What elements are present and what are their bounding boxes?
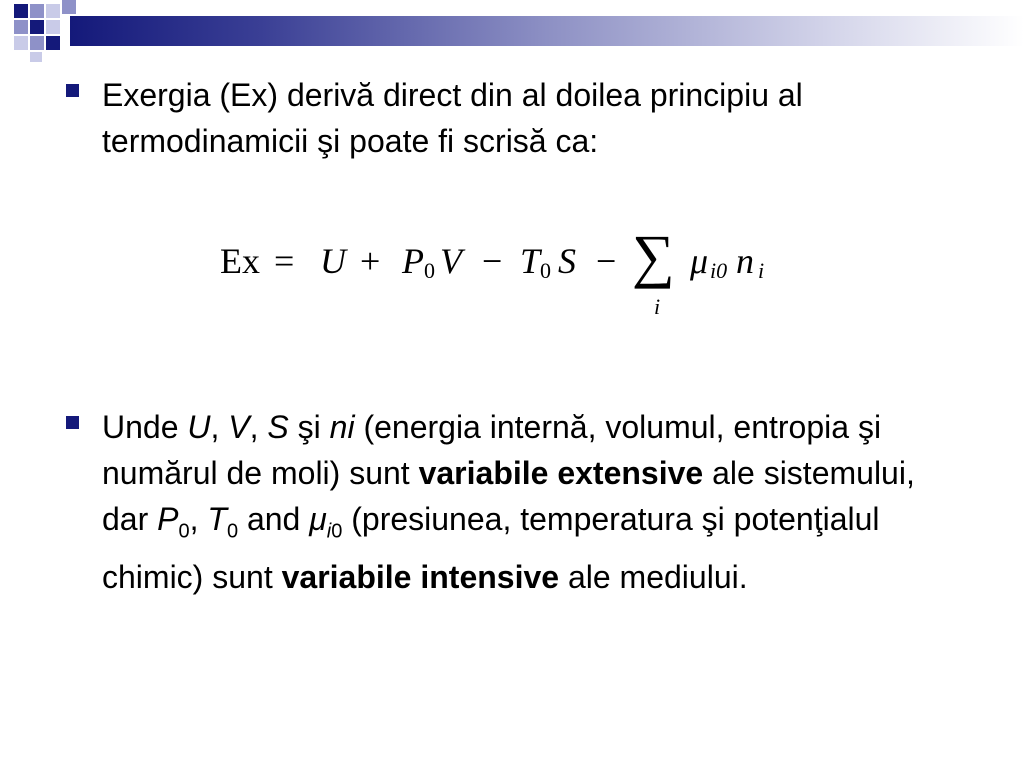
var-ni: ni	[329, 409, 355, 445]
formula-n-subscript: i	[758, 258, 765, 283]
formula-sigma-index: i	[654, 294, 661, 319]
var-v: V	[228, 409, 250, 445]
deco-square	[46, 4, 60, 18]
var-u: U	[187, 409, 211, 445]
deco-square	[30, 52, 42, 62]
deco-square	[46, 20, 60, 34]
formula-v: V	[440, 241, 462, 281]
formula-p: P	[402, 241, 424, 281]
var-p0: P	[157, 501, 179, 537]
deco-square	[14, 20, 28, 34]
var-s: S	[267, 409, 289, 445]
formula-equals: =	[274, 241, 295, 281]
text-segment: ale mediului.	[559, 559, 748, 596]
var-mu: μ	[309, 501, 327, 537]
text-segment: (presiunea, temperatura şi potenţialul chimic) sunt	[102, 501, 880, 596]
bullet-square-icon	[66, 84, 79, 97]
text-segment: ,	[249, 409, 268, 445]
deco-square	[30, 4, 44, 18]
text-segment: ,	[189, 501, 208, 537]
deco-square	[14, 4, 28, 18]
bullet-text: Exergia (Ex) derivă direct din al doilea principiu al termodinamicii şi poate fi scrisă ca:	[102, 77, 803, 159]
formula-s: S	[558, 241, 576, 281]
subscript-0: 0	[331, 520, 343, 543]
subscript: 0	[178, 520, 190, 543]
bullet-square-icon	[66, 416, 79, 429]
formula-sigma-icon: ∑	[632, 223, 675, 289]
formula-p-subscript: 0	[424, 258, 435, 283]
text-segment: şi	[288, 409, 330, 445]
formula-minus: −	[596, 241, 617, 281]
deco-square	[30, 36, 44, 50]
text-segment: ,	[210, 409, 229, 445]
formula-mu: μ	[690, 241, 709, 281]
formula-mu-subscript: i0	[710, 258, 728, 283]
exergy-formula	[220, 223, 800, 328]
var-t0: T	[207, 501, 227, 537]
subscript: 0	[226, 520, 239, 543]
header-decoration	[0, 0, 1024, 62]
formula-n: n	[736, 241, 754, 281]
formula-minus: −	[482, 241, 503, 281]
header-gradient-bar	[70, 16, 1024, 46]
formula-t: T	[520, 241, 541, 281]
subscript	[327, 520, 343, 542]
formula-plus: +	[360, 241, 381, 281]
text-segment: and	[238, 501, 310, 537]
bold-term-extensive: variabile extensive	[418, 455, 704, 491]
deco-square	[62, 0, 76, 14]
text-segment: (energia internă, volumul, entropia şi numărul de moli) sunt	[102, 409, 882, 491]
deco-square	[30, 20, 44, 34]
formula-u: U	[320, 241, 346, 281]
deco-square	[14, 36, 28, 50]
formula-t-subscript: 0	[540, 258, 551, 283]
text-segment: Unde	[102, 409, 188, 445]
formula-ex: Ex	[220, 241, 260, 281]
bold-term-intensive: variabile intensive	[281, 559, 560, 596]
text-segment: ale sistemului, dar	[102, 455, 915, 537]
deco-square	[46, 36, 60, 50]
subscript-i: i	[326, 520, 332, 543]
bullet-text	[102, 404, 932, 600]
